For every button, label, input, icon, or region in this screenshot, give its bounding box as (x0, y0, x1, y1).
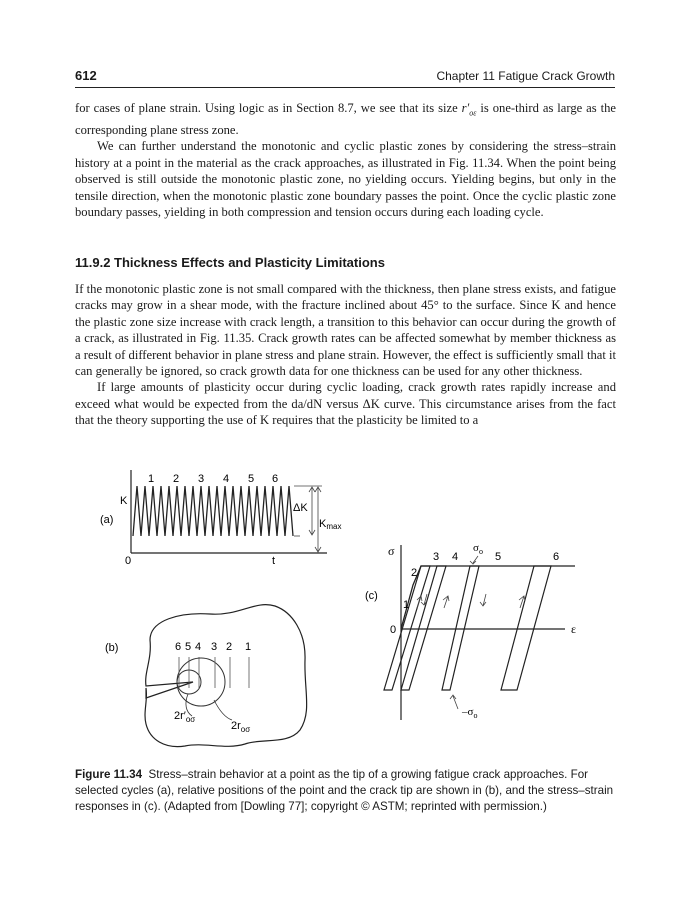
panel-b (105, 605, 307, 747)
cycle-label-a-2: 2 (173, 473, 180, 485)
panel-b-label: (b) (105, 642, 119, 654)
k-wave (133, 486, 293, 536)
kmax-label: Kmax (319, 518, 342, 531)
cycle-label-b-3: 3 (211, 641, 218, 653)
cycle-label-b-1: 1 (245, 641, 252, 653)
cycle-label-a-5: 5 (248, 473, 255, 485)
specimen-outline (145, 605, 307, 747)
page-number: 612 (75, 68, 97, 83)
cycle-label-b-5: 5 (185, 641, 192, 653)
cycle-label-c-2: 2 (411, 567, 418, 579)
panel-a-origin: 0 (125, 555, 132, 567)
hysteresis-loops (384, 566, 551, 690)
epsilon-axis-label: ε (571, 622, 577, 636)
cycle-label-c-6: 6 (553, 551, 560, 563)
panel-c-label: (c) (365, 590, 378, 602)
cycle-label-b-2: 2 (226, 641, 233, 653)
sigma-axis-label: σ (388, 544, 395, 558)
chapter-title: Chapter 11 Fatigue Crack Growth (436, 69, 615, 83)
intro-paragraph-1: for cases of plane strain. Using logic as in Section 8.7, we see that its size $r'_{o\varepsilon}$ is one-third as large as the corresponding plane stress zone. (75, 101, 617, 137)
section-heading: 11.9.2 Thickness Effects and Plasticity Limitations (75, 255, 385, 270)
panel-b-cycle-labels (175, 641, 251, 653)
neg-sigma-o-label: $-\sigma_o$ (462, 706, 478, 720)
time-axis-label: t (272, 555, 276, 567)
section-paragraph-2: If large amounts of plasticity occur during cyclic loading, crack growth rates rapidly increase and exceed what would be expected from the da/dN versus ΔK curve. This circumstance arises from the fact that the theory supporting the use of K requires that the plasticity be limited to a (75, 380, 616, 428)
k-axis-label: K (120, 495, 128, 507)
monotonic-zone-label: $2r_{o\sigma}$ (231, 720, 251, 734)
cycle-label-c-4: 4 (452, 551, 459, 563)
caption-label: Figure 11.34 (75, 768, 143, 781)
cycle-label-a-4: 4 (223, 473, 230, 485)
intro-paragraph-2: We can further understand the monotonic and cyclic plastic zones by considering the stress–strain history at a point in the material as the crack approaches, as illustrated in Fig. 11.34. When the point being observed is still outside the monotonic plastic zone, no yielding occurs. Yielding begins, but only in the tensile direction, when the monotonic plastic zone boundary passes the point. Once the cyclic plastic zone boundary passes, yielding in both compression and tension occurs during each loading cycle. (75, 139, 616, 219)
panel-c-origin: 0 (390, 624, 397, 636)
zone-size-symbol: r′ (461, 101, 470, 115)
caption-text: Stress–strain behavior at a point as the tip of a growing fatigue crack approaches. For selected cycles (a), relative positions of the point and the crack tip are shown in (b), and the stress–strain responses in (c). (Adapted from [Dowling 77]; copyright © ASTM; reprinted with permission.) (75, 768, 614, 813)
sigma-o-label: $\sigma_o$ (473, 542, 483, 556)
cycle-label-a-6: 6 (272, 473, 279, 485)
delta-k-label: ΔK (293, 502, 308, 514)
panel-a (100, 470, 341, 567)
cycle-label-c-3: 3 (433, 551, 440, 563)
figure-caption (75, 767, 620, 815)
section-paragraph-1: If the monotonic plastic zone is not small compared with the thickness, then plane stress exists, and fatigue cracks may grow in a shear mode, with the fracture inclined about 45° to the surface. Since K and hence the plastic zone size increase with crack length, a transition to this behavior can occur during the growth of a crack, as illustrated in Fig. 11.35. Crack growth rates can be affected somewhat by member thickness as a result of different behavior in plane stress and plane strain. However, the effect is sufficiently small that it can generally be ignored, so crack growth data for one thickness can be used for any other thickness. (75, 282, 616, 379)
cycle-label-b-6: 6 (175, 641, 182, 653)
cycle-label-a-3: 3 (198, 473, 205, 485)
panel-a-label: (a) (100, 514, 114, 526)
cycle-label-a-1: 1 (148, 473, 155, 485)
cyclic-zone-label: $2r'_{o\sigma}$ (174, 710, 196, 724)
cycle-label-b-4: 4 (195, 641, 202, 653)
panel-c (365, 542, 576, 720)
panel-a-cycle-labels (148, 473, 278, 485)
cycle-label-c-5: 5 (495, 551, 502, 563)
cycle-label-c-1: 1 (403, 599, 410, 611)
